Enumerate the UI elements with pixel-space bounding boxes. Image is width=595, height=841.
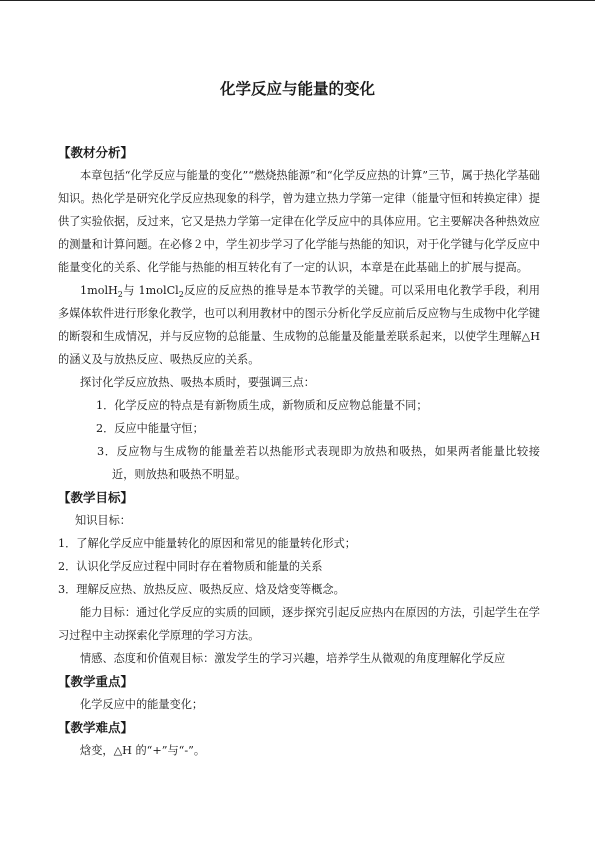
emotion-goal: 情感、态度和价值观目标：激发学生的学习兴趣，培养学生从微观的角度理解化学反应 bbox=[80, 652, 506, 665]
list-item: 3．理解反应热、放热反应、吸热反应、焓及焓变等概念。 bbox=[58, 583, 345, 596]
knowledge-goal-label: 知识目标： bbox=[75, 514, 131, 527]
analysis-paragraph-3: 探讨化学反应放热、吸热本质时，要强调三点： bbox=[80, 376, 315, 389]
formula-cl2: 与 1molCl bbox=[122, 284, 179, 297]
analysis-paragraph-2-text: 反应的反应热的推导是本节教学的关键。可以采用电化教学手段，利用多媒体软件进行形象化教学，也可以利用教材中的图示分析化学反应前后反应物与生成物中化学键的断裂和生成情况，并与反应物的总能量、生成物的总能量及能量差联系起来，以使学生理解△H的涵义及与放热反应、吸热反应的关系。 bbox=[58, 284, 540, 366]
ability-goal: 能力目标：通过化学反应的实质的回顾，逐步探究引起反应热内在原因的方法，引起学生在学习过程中主动探索化学原理的学习方法。 bbox=[58, 606, 540, 642]
page-title: 化学反应与能量的变化 bbox=[219, 80, 375, 98]
document-body bbox=[58, 141, 540, 762]
list-item: 1．了解化学反应中能量转化的原因和常见的能量转化形式； bbox=[58, 537, 356, 550]
section-heading-analysis: 【教材分析】 bbox=[58, 145, 134, 160]
analysis-paragraph-1: 本章包括“化学反应与能量的变化”“燃烧热能源”和“化学反应热的计算”三节，属于热化学基础知识。热化学是研究化学反应热现象的科学，曾为建立热力学第一定律（能量守恒和转换定律）提供了实验依据，反过来，它又是热力学第一定律在化学反应中的具体应用。它主要解决各种热效应的测量和计算问题。在必修２中，学生初步学习了化学能与热能的知识，对于化学键与化学反应中能量变化的关系、化学能与热能的相互转化有了一定的认识，本章是在此基础上的扩展与提高。 bbox=[58, 169, 540, 274]
subscript: 2 bbox=[178, 290, 184, 300]
analysis-paragraph-2 bbox=[58, 279, 540, 371]
formula-h2: 1molH bbox=[80, 284, 118, 297]
list-item: 1．化学反应的特点是有新物质生成，新物质和反应物总能量不同； bbox=[96, 399, 428, 412]
difficulty-text: 焓变，△H 的“+”与“-”。 bbox=[80, 744, 206, 757]
subscript: 2 bbox=[117, 290, 123, 300]
list-item: 2．反应中能量守恒； bbox=[96, 422, 204, 435]
list-item: 2．认识化学反应过程中同时存在着物质和能量的关系 bbox=[58, 560, 323, 573]
section-heading-difficulty: 【教学难点】 bbox=[58, 720, 134, 735]
section-heading-key-point: 【教学重点】 bbox=[58, 674, 134, 689]
section-heading-goals: 【教学目标】 bbox=[58, 490, 134, 505]
key-point-text: 化学反应中的能量变化； bbox=[80, 698, 204, 711]
list-item: 3．反应物与生成物的能量差若以热能形式表现即为放热和吸热，如果两者能量比较接近，则放热和吸热不明显。 bbox=[97, 445, 540, 481]
